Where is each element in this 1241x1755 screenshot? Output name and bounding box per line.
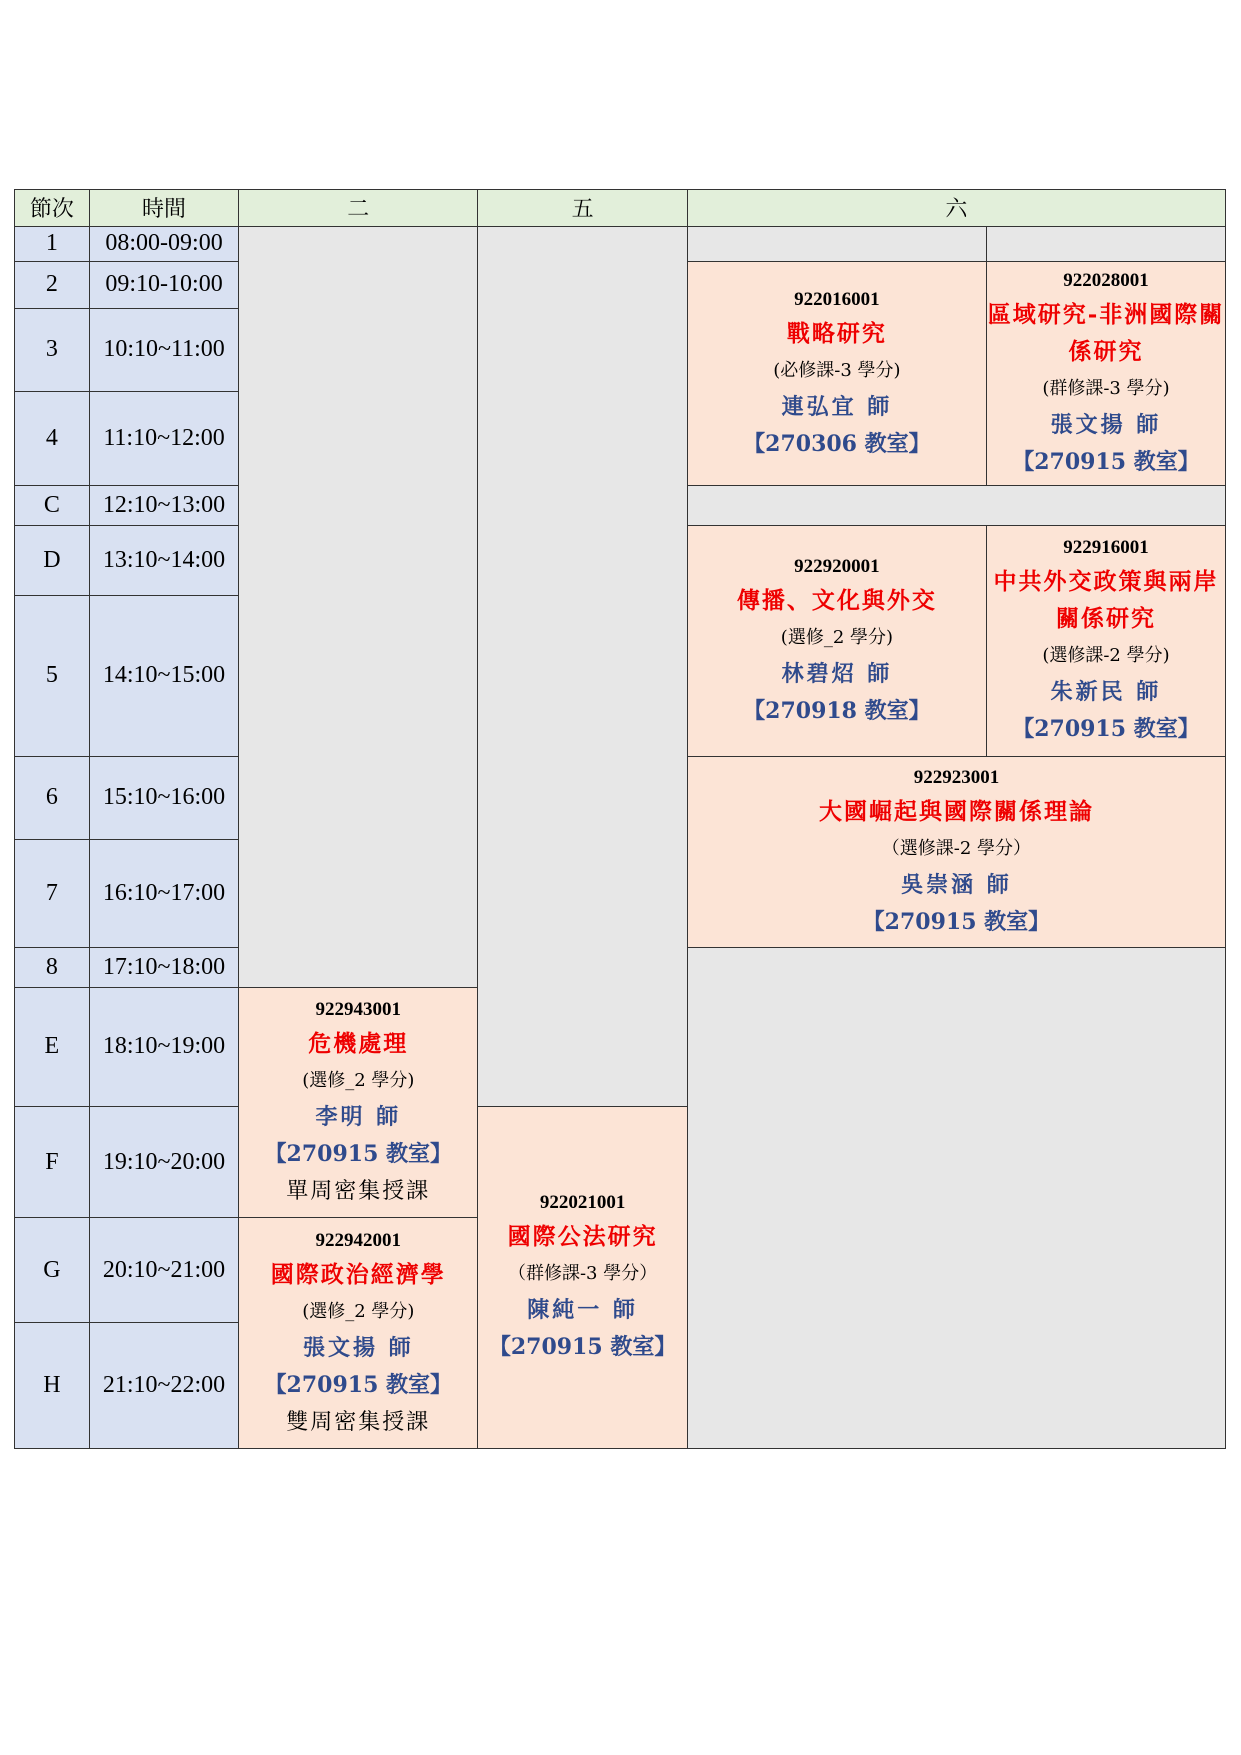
period-time: 16:10~17:00: [89, 839, 239, 948]
period-time: 12:10~13:00: [89, 486, 239, 526]
period-time: 09:10-10:00: [89, 262, 239, 309]
course-code: 922943001: [315, 999, 402, 1021]
course-teacher: 連弘宜 師: [781, 393, 893, 420]
empty-cell: [986, 226, 1225, 262]
course-cell[interactable]: [478, 1106, 688, 1448]
empty-cell: [687, 948, 1225, 1449]
header-saturday: 六: [687, 190, 1225, 227]
empty-cell: [687, 486, 1225, 526]
course-cell[interactable]: [687, 756, 1225, 948]
course-name: 國際公法研究: [507, 1223, 658, 1251]
period-index: 8: [15, 948, 90, 988]
header-row: [15, 190, 1226, 227]
table-row: [15, 226, 1226, 262]
period-time: 11:10~12:00: [89, 392, 239, 486]
course-teacher: 李明 師: [315, 1104, 402, 1131]
course-credit: (選修_2 學分): [302, 1300, 415, 1322]
empty-cell: [687, 226, 986, 262]
header-tuesday: 二: [239, 190, 478, 227]
period-index: 4: [15, 392, 90, 486]
course-teacher: 林碧炤 師: [781, 660, 893, 687]
course-name: 戰略研究: [786, 319, 887, 347]
course-cell[interactable]: [986, 262, 1225, 486]
course-credit: (選修_2 學分): [302, 1070, 415, 1092]
course-note: 單周密集授課: [286, 1179, 431, 1205]
course-name: 危機處理: [308, 1030, 409, 1058]
course-cell[interactable]: [986, 526, 1225, 756]
header-friday: 五: [478, 190, 688, 227]
period-index: F: [15, 1106, 90, 1218]
period-index: D: [15, 526, 90, 596]
period-index: H: [15, 1323, 90, 1449]
course-name: 國際政治經濟學: [270, 1260, 446, 1288]
period-index: G: [15, 1218, 90, 1323]
period-index: E: [15, 987, 90, 1106]
course-cell[interactable]: [687, 262, 986, 486]
period-index: 3: [15, 308, 90, 391]
period-index: 7: [15, 839, 90, 948]
header-time: 時間: [89, 190, 239, 227]
course-room: 【270306 教室】: [743, 430, 931, 457]
period-time: 13:10~14:00: [89, 526, 239, 596]
course-credit: （選修課-2 學分）: [881, 837, 1032, 859]
course-room: 【270915 教室】: [264, 1141, 453, 1168]
period-time: 15:10~16:00: [89, 756, 239, 839]
course-credit: （群修課-3 學分）: [507, 1263, 658, 1285]
course-credit: (選修_2 學分): [780, 626, 894, 648]
course-cell[interactable]: [687, 526, 986, 756]
course-code: 922021001: [539, 1192, 626, 1214]
course-teacher: 陳純一 師: [527, 1297, 638, 1324]
course-credit: (群修課-3 學分): [1042, 378, 1170, 400]
period-time: 08:00-09:00: [89, 226, 239, 262]
period-index: 5: [15, 596, 90, 756]
course-cell[interactable]: [239, 987, 478, 1217]
course-schedule-table: [14, 189, 1226, 1449]
period-index: 2: [15, 262, 90, 309]
course-code: 922920001: [794, 555, 880, 577]
course-room: 【270915 教室】: [1012, 449, 1200, 476]
period-time: 20:10~21:00: [89, 1218, 239, 1323]
course-name: 大國崛起與國際關係理論: [818, 797, 1094, 825]
course-name: 傳播、文化與外交: [736, 586, 937, 614]
course-teacher: 張文揚 師: [302, 1334, 414, 1361]
course-note: 雙周密集授課: [286, 1409, 431, 1435]
course-code: 922942001: [315, 1229, 402, 1251]
course-name: 區域研究-非洲國際關係研究: [987, 301, 1225, 366]
period-index: 6: [15, 756, 90, 839]
course-room: 【270918 教室】: [743, 697, 931, 724]
course-code: 922028001: [1063, 270, 1149, 292]
course-code: 922916001: [1063, 537, 1149, 559]
course-credit: (選修課-2 學分): [1042, 645, 1170, 667]
period-time: 18:10~19:00: [89, 987, 239, 1106]
period-time: 14:10~15:00: [89, 596, 239, 756]
period-time: 17:10~18:00: [89, 948, 239, 988]
empty-cell: [239, 226, 478, 987]
empty-cell: [478, 226, 688, 1106]
period-time: 19:10~20:00: [89, 1106, 239, 1218]
course-teacher: 朱新民 師: [1050, 679, 1162, 706]
course-cell[interactable]: [239, 1218, 478, 1449]
course-teacher: 吳崇涵 師: [901, 871, 1012, 898]
course-code: 922923001: [913, 766, 1000, 788]
header-period: 節次: [15, 190, 90, 227]
course-room: 【270915 教室】: [488, 1334, 677, 1361]
course-teacher: 張文揚 師: [1050, 412, 1162, 439]
period-index: C: [15, 486, 90, 526]
period-index: 1: [15, 226, 90, 262]
course-credit: (必修課-3 學分): [773, 359, 901, 381]
course-room: 【270915 教室】: [1012, 716, 1200, 743]
period-time: 21:10~22:00: [89, 1323, 239, 1449]
course-code: 922016001: [794, 288, 880, 310]
course-room: 【270915 教室】: [264, 1371, 453, 1398]
course-room: 【270915 教室】: [862, 908, 1051, 935]
course-name: 中共外交政策與兩岸關係研究: [993, 568, 1219, 633]
period-time: 10:10~11:00: [89, 308, 239, 391]
